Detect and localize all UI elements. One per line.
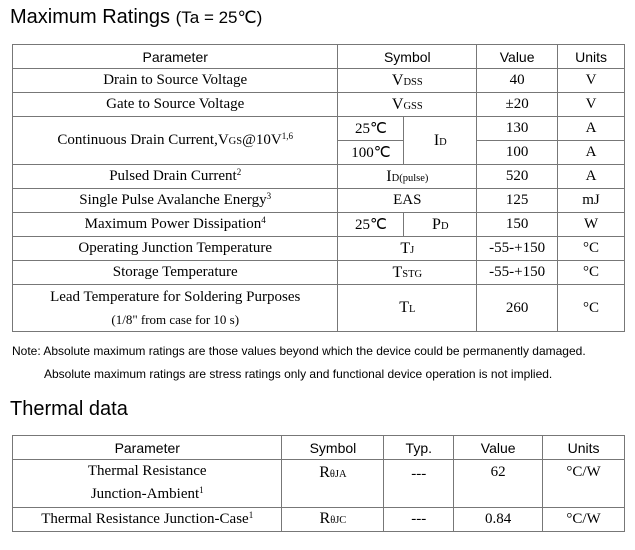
unit-cell: mJ: [558, 189, 625, 213]
header-units: Units: [558, 45, 625, 69]
parameter-cell: Thermal Resistance Junction-Case$^1$: [13, 507, 282, 531]
max-ratings-condition: (Ta = 25℃): [175, 8, 263, 27]
table-row: [13, 69, 625, 93]
value-cell: 0.84: [454, 507, 543, 531]
unit-cell: °C/W: [543, 460, 625, 508]
header-units: Units: [543, 436, 625, 460]
table-row: [13, 507, 625, 531]
parameter-cell: Gate to Source Voltage: [13, 93, 338, 117]
parameter-cell: Single Pulse Avalanche Energy$^3$: [13, 189, 338, 213]
unit-cell: W: [558, 213, 625, 237]
symbol-cell: ID(pulse): [338, 165, 477, 189]
header-row: [13, 45, 625, 69]
table-row: [13, 93, 625, 117]
table-row: [13, 237, 625, 261]
symbol-cell: TJ: [338, 237, 477, 261]
symbol-cell: TSTG: [338, 261, 477, 285]
header-typ: Typ.: [384, 436, 454, 460]
parameter-cell: Maximum Power Dissipation$^4$: [13, 213, 338, 237]
value-cell: 62: [454, 460, 543, 508]
value-cell: -55-+150: [477, 237, 558, 261]
parameter-cell: Storage Temperature: [13, 261, 338, 285]
max-ratings-heading: [10, 6, 262, 29]
parameter-cell: Pulsed Drain Current$^2$: [13, 165, 338, 189]
condition-cell: 25℃: [338, 213, 404, 237]
parameter-cell: Thermal Resistance Junction-Ambient$^1$: [13, 460, 282, 508]
symbol-cell: ID: [404, 117, 477, 165]
value-cell: -55-+150: [477, 261, 558, 285]
parameter-cell: Continuous Drain $Current,VGS@10V^{1,6}$: [13, 117, 338, 165]
header-symbol: Symbol: [282, 436, 384, 460]
table-row: [13, 460, 625, 508]
condition-cell: 100℃: [338, 141, 404, 165]
header-row: [13, 436, 625, 460]
note-line-1: Note: Absolute maximum ratings are those values beyond which the device could be permanently damaged.: [12, 344, 586, 358]
unit-cell: V: [558, 93, 625, 117]
symbol-cell: RθJC: [282, 507, 384, 531]
unit-cell: A: [558, 165, 625, 189]
unit-cell: A: [558, 117, 625, 141]
thermal-data-title: Thermal data: [10, 398, 128, 420]
symbol-cell: TL: [338, 285, 477, 332]
symbol-cell: VGSS: [338, 93, 477, 117]
unit-cell: °C: [558, 285, 625, 332]
table-row: [13, 261, 625, 285]
value-cell: 125: [477, 189, 558, 213]
symbol-cell: VDSS: [338, 69, 477, 93]
thermal-data-table: [12, 435, 625, 532]
note-line-2: Absolute maximum ratings are stress ratings only and functional device operation is not implied.: [44, 367, 553, 381]
value-cell: 100: [477, 141, 558, 165]
unit-cell: V: [558, 69, 625, 93]
symbol-cell: EAS: [338, 189, 477, 213]
value-cell: ±20: [477, 93, 558, 117]
typ-cell: ---: [384, 507, 454, 531]
parameter-cell: Lead Temperature for Soldering Purposes (1/8" from case for 10 s): [13, 285, 338, 332]
condition-cell: 25℃: [338, 117, 404, 141]
header-parameter: Parameter: [13, 45, 338, 69]
value-cell: 150: [477, 213, 558, 237]
table-row: [13, 213, 625, 237]
max-ratings-table: [12, 44, 625, 332]
unit-cell: °C: [558, 261, 625, 285]
header-symbol: Symbol: [338, 45, 477, 69]
header-value: Value: [454, 436, 543, 460]
symbol-cell: RθJA: [282, 460, 384, 508]
table-row: [13, 165, 625, 189]
max-ratings-title: Maximum Ratings: [10, 6, 171, 28]
parameter-cell: Operating Junction Temperature: [13, 237, 338, 261]
table-row: [13, 189, 625, 213]
unit-cell: °C: [558, 237, 625, 261]
unit-cell: °C/W: [543, 507, 625, 531]
unit-cell: A: [558, 141, 625, 165]
parameter-cell: Drain to Source Voltage: [13, 69, 338, 93]
table-row: [13, 117, 625, 141]
table-row: [13, 285, 625, 332]
value-cell: 520: [477, 165, 558, 189]
symbol-cell: PD: [404, 213, 477, 237]
header-parameter: Parameter: [13, 436, 282, 460]
typ-cell: ---: [384, 460, 454, 508]
header-value: Value: [477, 45, 558, 69]
value-cell: 40: [477, 69, 558, 93]
value-cell: 130: [477, 117, 558, 141]
value-cell: 260: [477, 285, 558, 332]
